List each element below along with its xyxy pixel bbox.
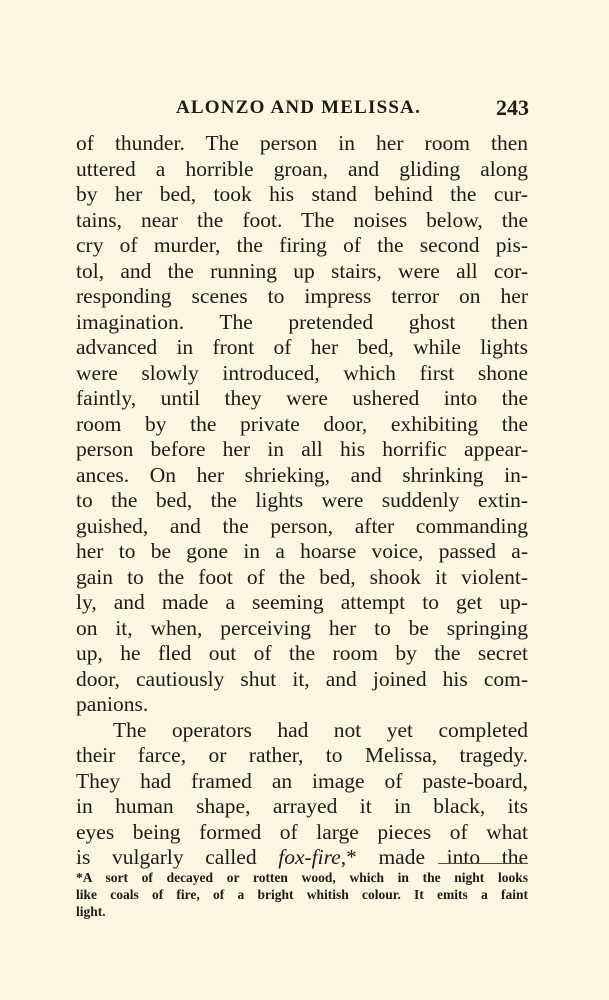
text-line: imagination. The pretended ghost then: [76, 309, 528, 334]
text-line: of thunder. The person in her room then: [76, 131, 528, 155]
footnote-divider: [438, 863, 528, 864]
text-line: tains, near the foot. The noises below, the: [76, 207, 528, 232]
footnote-line: *A sort of decayed or rotten wood, which in the night looks: [76, 870, 528, 885]
text-line: up, he fled out of the room by the secret: [76, 641, 528, 665]
text-line: uttered a horrible groan, and gliding along: [76, 156, 528, 181]
text-line: They had framed an image of paste-board,: [76, 768, 528, 793]
page-number: 243: [496, 95, 529, 120]
text-line: ances. On her shrieking, and shrinking in-: [76, 462, 528, 487]
body-text: [76, 131, 528, 871]
italic-term: fox-fire: [278, 845, 341, 869]
page-header: [0, 95, 609, 125]
paragraph-start-line: The operators had not yet completed: [113, 717, 528, 742]
paragraph-end-line: panions.: [76, 692, 149, 716]
text-line: door, cautiously shut it, and joined his com-: [76, 666, 528, 691]
text-line: ly, and made a seeming attempt to get up-: [76, 590, 528, 614]
text-line: on it, when, perceiving her to be springing: [76, 615, 528, 640]
text-fragment: ,* made into the: [340, 845, 528, 869]
text-line: to the bed, the lights were suddenly extin-: [76, 488, 528, 512]
footnote: [76, 869, 528, 920]
footnote-line: light.: [76, 904, 106, 919]
text-line: were slowly introduced, which first shone: [76, 360, 528, 385]
text-line: tol, and the running up stairs, were all cor-: [76, 258, 528, 283]
text-line: advanced in front of her bed, while lights: [76, 335, 528, 359]
text-fragment: is vulgarly called: [76, 845, 279, 869]
text-line: by her bed, took his stand behind the cur-: [76, 182, 528, 206]
text-line: guished, and the person, after commanding: [76, 513, 528, 538]
text-line: [76, 845, 528, 871]
text-line: person before her in all his horrific appear-: [76, 437, 528, 461]
text-line: their farce, or rather, to Melissa, tragedy.: [76, 743, 528, 767]
running-title: ALONZO AND MELISSA.: [176, 97, 422, 118]
text-line: in human shape, arrayed it in black, its: [76, 794, 528, 818]
text-line: eyes being formed of large pieces of what: [76, 819, 528, 844]
text-line: faintly, until they were ushered into the: [76, 386, 528, 410]
text-line: room by the private door, exhibiting the: [76, 411, 528, 436]
footnote-line: like coals of fire, of a bright whitish colour. It emits a faint: [76, 887, 528, 902]
text-line: responding scenes to impress terror on her: [76, 284, 528, 308]
text-line: cry of murder, the firing of the second pis-: [76, 233, 528, 257]
text-line: her to be gone in a hoarse voice, passed a-: [76, 539, 528, 563]
text-line: gain to the foot of the bed, shook it violent-: [76, 564, 528, 589]
